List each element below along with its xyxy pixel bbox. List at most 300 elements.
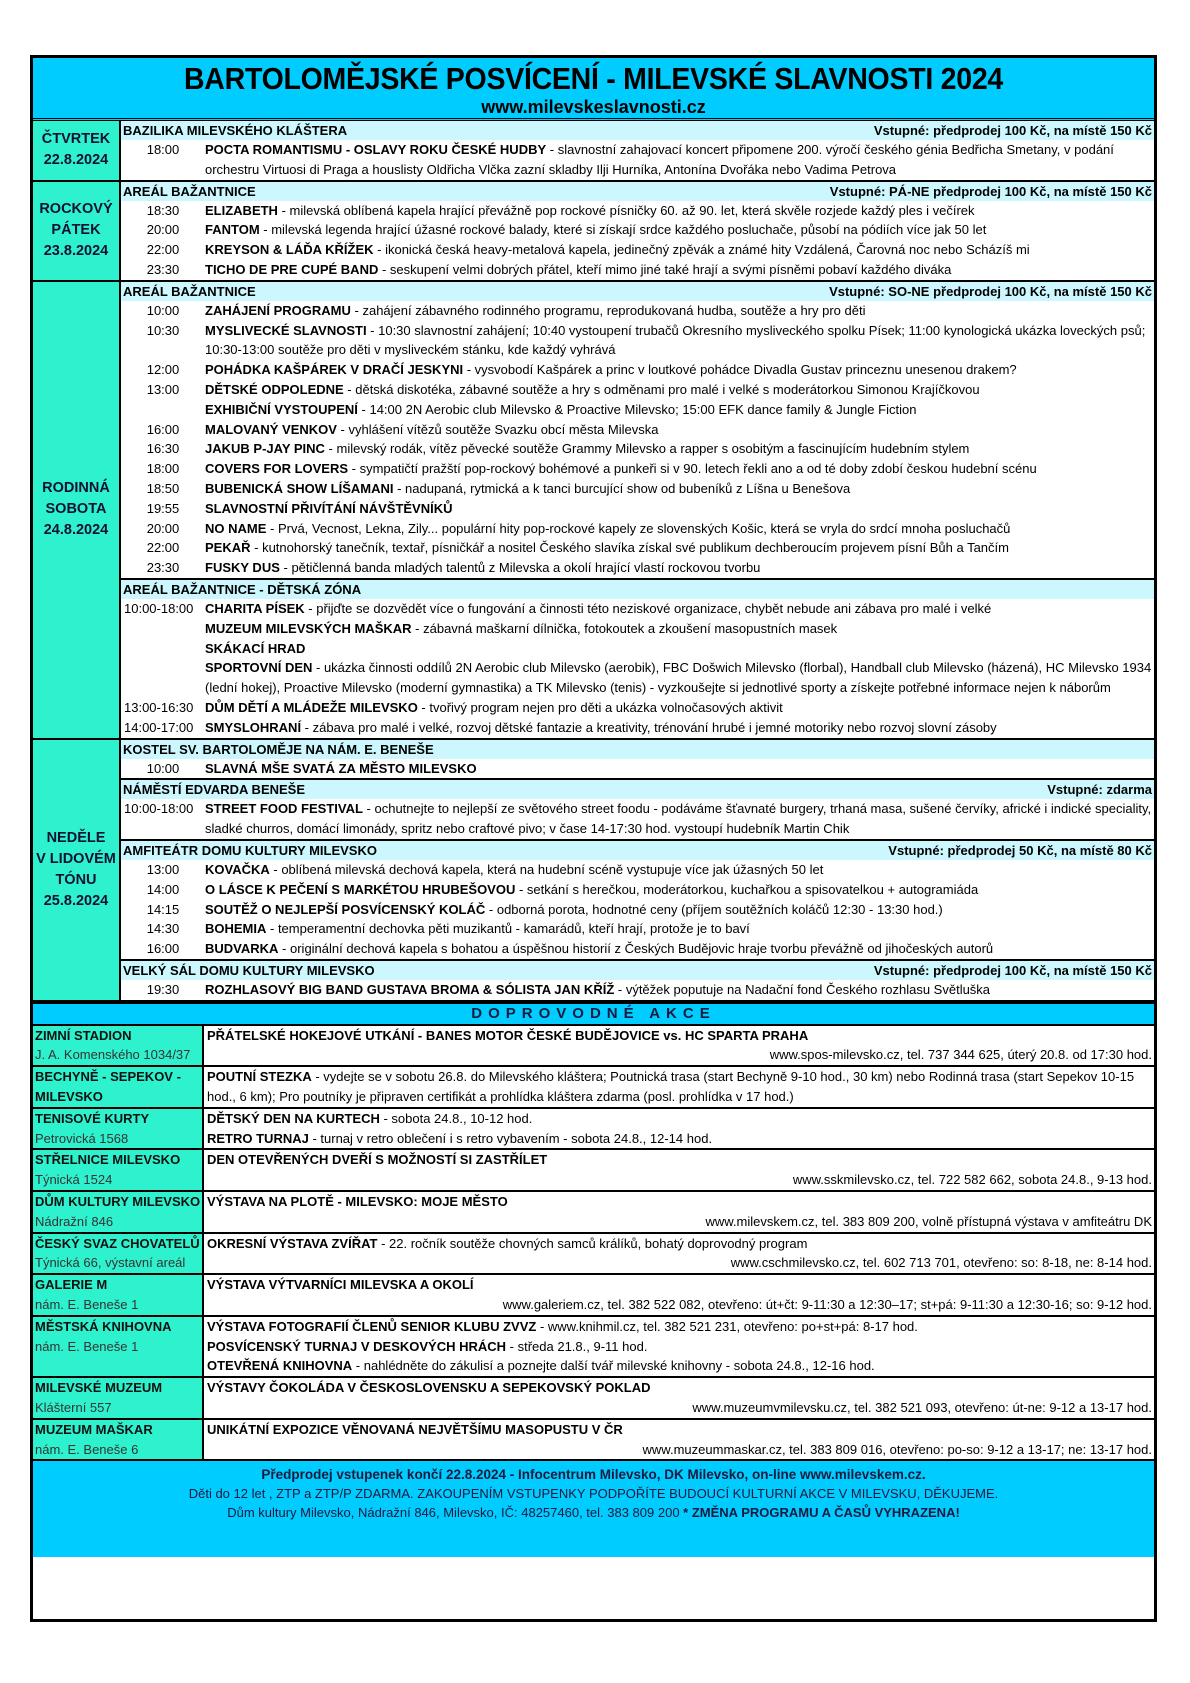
accompanying-event-title: POSVÍCENSKÝ TURNAJ V DESKOVÝCH HRÁCH — [207, 1338, 507, 1354]
event-row — [121, 301, 1154, 321]
event-description: - sympatičtí pražští pop-rockový bohémové a punkeři si v 90. letech řekli ano a od té doby zdobí českou hudební scénu — [348, 461, 1037, 477]
footer-contact-info — [33, 1503, 1154, 1522]
accompanying-event-title: OKRESNÍ VÝSTAVA ZVÍŘAT — [207, 1235, 378, 1251]
event-description: - milevský rodák, vítěz pěvecké soutěže Grammy Milevsko a rapper s osobitým a fascinujícím hudebním stylem — [324, 441, 970, 457]
website-link[interactable]: www.milevskeslavnosti.cz — [481, 97, 706, 117]
accompanying-content — [204, 1067, 1154, 1107]
event-description: - kutnohorský tanečník, textař, písničkář a nositel Českého slavíka získal své publikum dechberoucím projevem písní Bůh a Tančím — [250, 540, 1009, 556]
event-text — [205, 658, 1154, 698]
venue-name: AREÁL BAŽANTNICE — [123, 283, 256, 299]
footer-presale-info: Předprodej vstupenek končí 22.8.2024 - Infocentrum Milevsko, DK Milevsko, on-line www.milevskem.cz. — [261, 1467, 926, 1483]
event-text — [205, 759, 1154, 779]
event-time: 10:00-18:00 — [124, 600, 194, 616]
event-row — [121, 321, 1154, 361]
event-title: SPORTOVNÍ DEN — [205, 660, 313, 676]
accompanying-row — [33, 1275, 1154, 1317]
event-row — [121, 400, 1154, 420]
event-description: - oblíbená milevská dechová kapela, která na hudební scéně vystupuje více jak úžasných 50 let — [269, 861, 824, 877]
event-text — [205, 400, 1154, 420]
event-time: 16:30 — [146, 441, 180, 457]
place-name: ČESKÝ SVAZ CHOVATELŮ — [35, 1235, 200, 1251]
event-text — [205, 558, 1154, 578]
event-time: 18:50 — [146, 480, 180, 496]
event-row — [121, 558, 1154, 578]
event-title: EXHIBIČNÍ VYSTOUPENÍ — [205, 401, 358, 417]
accompanying-row — [33, 1378, 1154, 1420]
venue-header — [121, 578, 1154, 599]
event-description: - setkání s herečkou, moderátorkou, kuchařkou a spisovatelkou + autogramiáda — [515, 881, 979, 897]
accompanying-event — [207, 1275, 1152, 1295]
event-row — [121, 260, 1154, 280]
event-description: - pětičlenná banda mladých talentů z Milevska a okolí hrající vlastí rockovou tvorbu — [279, 560, 761, 576]
place-name: ZIMNÍ STADION — [35, 1027, 132, 1043]
event-time: 23:30 — [146, 261, 180, 277]
venue-header — [121, 839, 1154, 860]
event-text — [205, 519, 1154, 539]
accompanying-event — [207, 1356, 1152, 1376]
event-text — [205, 900, 1154, 920]
event-row — [121, 900, 1154, 920]
venue-price: Vstupné: předprodej 50 Kč, na místě 80 Kč — [888, 842, 1152, 858]
footer — [33, 1459, 1154, 1557]
accompanying-row — [33, 1234, 1154, 1276]
accompanying-event-title: VÝSTAVA VÝTVARNÍCI MILEVSKA A OKOLÍ — [207, 1277, 474, 1293]
program-schedule — [33, 121, 1154, 1002]
event-row — [121, 140, 1154, 180]
contact-info: www.milevskem.cz, tel. 383 809 200, volně přístupná výstava v amfiteátru DK — [705, 1213, 1152, 1229]
event-text — [205, 140, 1154, 180]
contact-info: www.galeriem.cz, tel. 382 522 082, otevřeno: út+čt: 9-11:30 a 12:30–17; st+pá: 9-11:30 a 12:30-16; so: 9-12 hod. — [502, 1297, 1152, 1313]
event-description: - přijďte se dozvědět více o fungování a činnosti této neziskové organizace, chybět nebude ani zábava pro malé i velké — [304, 600, 992, 616]
event-title: CHARITA PÍSEK — [205, 600, 305, 616]
event-text — [205, 538, 1154, 558]
event-row — [121, 220, 1154, 240]
event-title: O LÁSCE K PEČENÍ S MARKÉTOU HRUBEŠOVOU — [205, 881, 516, 897]
event-description: - výtěžek poputuje na Nadační fond Českého rozhlasu Světluška — [614, 981, 991, 997]
place-name: TENISOVÉ KURTY — [35, 1110, 150, 1126]
accompanying-place — [33, 1275, 204, 1315]
event-description: - milevská legenda hrající úžasné rockové balady, které si získají srdce každého posluchače, působí na pódiích více jak 50 let — [259, 222, 987, 238]
venue-name: AREÁL BAŽANTNICE - DĚTSKÁ ZÓNA — [123, 581, 362, 597]
place-address: J. A. Komenského 1034/37 — [35, 1047, 191, 1063]
event-time: 16:00 — [146, 941, 180, 957]
event-description: - temperamentní dechovka pěti muzikantů - kamarádů, kteří hrají, protože je to baví — [266, 921, 750, 937]
event-time — [121, 639, 205, 659]
event-row — [121, 799, 1154, 839]
event-description: - zahájení zábavného rodinného programu, reprodukovaná hudba, soutěže a hry pro děti — [350, 302, 866, 318]
event-row — [121, 639, 1154, 659]
event-description: - dětská diskotéka, zábavné soutěže a hry s odměnami pro malé i velké s moderátorkou Simonou Krajíčkovou — [343, 381, 980, 397]
event-title: SLAVNOSTNÍ PŘIVÍTÁNÍ NÁVŠTĚVNÍKŮ — [205, 500, 453, 516]
accompanying-row — [33, 1026, 1154, 1068]
accompanying-event-description: - 22. ročník soutěže chovných samců králíků, bohatý doprovodný program — [377, 1235, 808, 1251]
event-description: - zábava pro malé i velké, rozvoj dětské fantazie a kreativity, trénování hrubé i jemné motoriky nebo rozvoj slovní zásoby — [301, 719, 997, 735]
event-row — [121, 880, 1154, 900]
event-title: DĚTSKÉ ODPOLEDNE — [205, 381, 344, 397]
event-description: - ochutnejte to nejlepší ze světového street foodu - podáváme šťavnaté burgery, trhaná masa, sušené červíky, africké i indické speciality, sladké churros, domácí limonády, spritz nebo craftové pivo; v čase 14-17:30 hod. vystoupí hudebník Martin Chik — [205, 801, 1152, 837]
venue-header — [121, 740, 1154, 759]
poster-header — [33, 58, 1154, 121]
place-address: nám. E. Beneše 1 — [35, 1338, 139, 1354]
event-text — [205, 919, 1154, 939]
accompanying-row — [33, 1067, 1154, 1109]
event-description: - odborná porota, hodnotné ceny (příjem soutěžních koláčů 12:30 - 13:30 hod.) — [485, 901, 943, 917]
event-title: NO NAME — [205, 520, 267, 536]
event-row — [121, 980, 1154, 1000]
accompanying-event-title: OTEVŘENÁ KNIHOVNA — [207, 1358, 353, 1374]
venue-price: Vstupné: předprodej 100 Kč, na místě 150 Kč — [873, 123, 1152, 138]
event-time: 18:00 — [146, 461, 180, 477]
contact-info: www.spos-milevsko.cz, tel. 737 344 625, úterý 20.8. od 17:30 hod. — [769, 1047, 1152, 1063]
poster-frame — [30, 55, 1157, 1622]
accompanying-event-title: VÝSTAVA FOTOGRAFIÍ ČLENŮ SENIOR KLUBU ZVVZ — [207, 1318, 537, 1334]
event-time: 10:00 — [146, 760, 180, 776]
accompanying-event — [207, 1192, 1152, 1212]
venue-header — [121, 778, 1154, 799]
event-text — [205, 880, 1154, 900]
place-name: STŘELNICE MILEVSKO — [35, 1152, 181, 1168]
place-name: MILEVSKÉ MUZEUM — [35, 1380, 163, 1396]
event-title: FUSKY DUS — [205, 560, 280, 576]
accompanying-event-title: RETRO TURNAJ — [207, 1130, 309, 1146]
event-title: SMYSLOHRANÍ — [205, 719, 302, 735]
event-title: MUZEUM MILEVSKÝCH MAŠKAR — [205, 620, 412, 636]
event-time: 22:00 — [146, 540, 180, 556]
event-title: MYSLIVECKÉ SLAVNOSTI — [205, 322, 367, 338]
accompanying-place — [33, 1150, 204, 1190]
event-title: COVERS FOR LOVERS — [205, 461, 349, 477]
event-description: - nadupaná, rytmická a k tanci burcující show od bubeníků z Líšna u Benešova — [393, 480, 851, 496]
day-label-line: 22.8.2024 — [43, 152, 109, 169]
event-row — [121, 420, 1154, 440]
day-program — [121, 121, 1154, 180]
event-time — [121, 400, 205, 420]
venue-price: Vstupné: PÁ-NE předprodej 100 Kč, na místě 150 Kč — [829, 183, 1152, 199]
event-text — [205, 301, 1154, 321]
venue-price: Vstupné: zdarma — [1047, 782, 1152, 798]
accompanying-event — [207, 1337, 1152, 1357]
event-title: SOUTĚŽ O NEJLEPŠÍ POSVÍCENSKÝ KOLÁČ — [205, 901, 486, 917]
event-time: 13:00 — [146, 861, 180, 877]
day-block — [33, 182, 1154, 282]
accompanying-place — [33, 1109, 204, 1149]
place-address: Klášterní 557 — [35, 1400, 112, 1416]
day-label-line: ČTVRTEK — [41, 131, 111, 148]
place-name: DŮM KULTURY MILEVSKO — [35, 1194, 201, 1210]
event-time: 14:15 — [146, 901, 180, 917]
event-time: 10:00-18:00 — [124, 801, 194, 817]
event-description: - milevská oblíbená kapela hrající převážně pop rockové písničky 60. až 90. let, která skvěle rozjede každý ples i večírek — [277, 202, 975, 218]
event-time — [121, 658, 205, 698]
accompanying-event-description: - turnaj v retro oblečení i s retro vybavením - sobota 24.8., 12-14 hod. — [308, 1130, 713, 1146]
event-text — [205, 459, 1154, 479]
event-title: BUBENICKÁ SHOW LÍŠAMANI — [205, 480, 394, 496]
place-address: Petrovická 1568 — [35, 1130, 129, 1146]
event-row — [121, 698, 1154, 718]
event-title: PEKAŘ — [205, 540, 251, 556]
day-label-line: TÓNU — [55, 871, 97, 888]
day-label-line: SOBOTA — [45, 501, 107, 518]
event-row — [121, 939, 1154, 959]
place-name: MUZEUM MAŠKAR — [35, 1421, 153, 1437]
day-label — [33, 182, 121, 280]
day-label-line: RODINNÁ — [42, 480, 110, 497]
event-time: 19:55 — [146, 500, 180, 516]
day-label-line: ROCKOVÝ — [39, 201, 113, 218]
event-description: - 14:00 2N Aerobic club Milevsko & Proactive Milevsko; 15:00 EFK dance family & Jungle Fiction — [357, 401, 917, 417]
event-row — [121, 201, 1154, 221]
event-row — [121, 499, 1154, 519]
event-title: KREYSON & LÁĎA KŘÍŽEK — [205, 242, 374, 258]
event-time: 20:00 — [146, 222, 180, 238]
venue-name: KOSTEL SV. BARTOLOMĚJE NA NÁM. E. BENEŠE — [123, 741, 434, 757]
event-description: - vysvobodí Kašpárek a princ v loutkové pohádce Divadla Gustav princeznu unesenou drakem? — [463, 362, 1017, 378]
event-time: 12:00 — [146, 362, 180, 378]
event-row — [121, 658, 1154, 698]
place-name: MĚSTSKÁ KNIHOVNA — [35, 1318, 172, 1334]
accompanying-event — [207, 1129, 1152, 1149]
event-row — [121, 459, 1154, 479]
event-title: DŮM DĚTÍ A MLÁDEŽE MILEVSKO — [205, 699, 418, 715]
event-row — [121, 240, 1154, 260]
event-row — [121, 860, 1154, 880]
day-label — [33, 121, 121, 180]
event-text — [205, 698, 1154, 718]
event-description: - ikonická česká heavy-metalová kapela, jedinečný zpěvák a známé hity Vzdálená, Čarovná noc nebo Scházíš mi — [373, 242, 1030, 258]
accompanying-event-title: VÝSTAVA NA PLOTĚ - MILEVSKO: MOJE MĚSTO — [207, 1194, 508, 1210]
day-block — [33, 282, 1154, 740]
event-text — [205, 360, 1154, 380]
event-row — [121, 519, 1154, 539]
accompanying-row — [33, 1109, 1154, 1151]
accompanying-event-description: - nahlédněte do zákulisí a poznejte další tvář milevské knihovny - sobota 24.8., 12-16 hod. — [352, 1358, 875, 1374]
accompanying-content — [204, 1420, 1154, 1460]
footer-discount-info: Děti do 12 let , ZTP a ZTP/P ZDARMA. ZAKOUPENÍM VSTUPENKY PODPOŘÍTE BUDOUCÍ KULTURNÍ AKCE V MILEVSKU, DĚKUJEME. — [188, 1486, 999, 1502]
event-title: SKÁKACÍ HRAD — [205, 640, 306, 656]
event-description: - seskupení velmi dobrých přátel, kteří mimo jiné také hrají a svými písněmi pobaví každého diváka — [378, 261, 952, 277]
accompanying-row — [33, 1150, 1154, 1192]
event-text — [205, 420, 1154, 440]
event-description: - Prvá, Vecnost, Lekna, Zily... populární hity pop-rockové kapely ze slovenských Košic, která se vryla do srdcí mnoha posluchačů — [266, 520, 1011, 536]
event-row — [121, 380, 1154, 400]
event-text — [205, 939, 1154, 959]
day-label-line: PÁTEK — [51, 222, 101, 239]
event-description: - zábavná maškarní dílnička, fotokoutek a zkoušení masopustních masek — [411, 620, 838, 636]
place-address: nám. E. Beneše 1 — [35, 1297, 139, 1313]
accompanying-event — [207, 1150, 1152, 1170]
contact-info: www.muzeumvmilevsku.cz, tel. 382 521 093, otevřeno: út-ne: 9-12 a 13-17 hod. — [692, 1400, 1152, 1416]
event-text — [205, 380, 1154, 400]
accompanying-row — [33, 1317, 1154, 1378]
event-title: MALOVANÝ VENKOV — [205, 421, 337, 437]
event-row — [121, 619, 1154, 639]
footer-disclaimer: * ZMĚNA PROGRAMU A ČASŮ VYHRAZENA! — [679, 1505, 960, 1521]
accompanying-event-title: PŘÁTELSKÉ HOKEJOVÉ UTKÁNÍ - BANES MOTOR ČESKÉ BUDĚJOVICE vs. HC SPARTA PRAHA — [207, 1027, 809, 1043]
event-row — [121, 360, 1154, 380]
event-text — [205, 439, 1154, 459]
accompanying-content — [204, 1192, 1154, 1232]
place-address: Týnická 1524 — [35, 1172, 113, 1188]
event-text — [205, 599, 1154, 619]
event-time: 22:00 — [146, 242, 180, 258]
venue-name: VELKÝ SÁL DOMU KULTURY MILEVSKO — [123, 962, 375, 978]
accompanying-content — [204, 1150, 1154, 1190]
event-time: 14:00-17:00 — [124, 719, 194, 735]
accompanying-event-title: VÝSTAVY ČOKOLÁDA V ČESKOSLOVENSKU A SEPEKOVSKÝ POKLAD — [207, 1380, 651, 1396]
event-title: KOVAČKA — [205, 861, 270, 877]
event-text — [205, 718, 1154, 738]
accompanying-event — [207, 1317, 1152, 1337]
contact-info: www.sskmilevsko.cz, tel. 722 582 662, sobota 24.8., 9-13 hod. — [792, 1172, 1152, 1188]
accompanying-place — [33, 1317, 204, 1376]
event-text — [205, 220, 1154, 240]
accompanying-place — [33, 1067, 204, 1107]
day-label-line: 24.8.2024 — [43, 522, 109, 539]
accompanying-content — [204, 1378, 1154, 1418]
event-description: - vyhlášení vítězů soutěže Svazku obcí města Milevska — [336, 421, 659, 437]
event-text — [205, 619, 1154, 639]
event-time: 23:30 — [146, 560, 180, 576]
event-time: 10:30 — [146, 322, 180, 338]
accompanying-event-title: UNIKÁTNÍ EXPOZICE VĚNOVANÁ NEJVĚTŠÍMU MASOPUSTU V ČR — [207, 1421, 623, 1437]
accompanying-row — [33, 1420, 1154, 1460]
event-title: SLAVNÁ MŠE SVATÁ ZA MĚSTO MILEVSKO — [205, 760, 477, 776]
event-row — [121, 479, 1154, 499]
day-label-line: V LIDOVÉM — [36, 850, 116, 867]
footer-contact: Dům kultury Milevsko, Nádražní 846, Milevsko, IČ: 48257460, tel. 383 809 200 — [227, 1505, 680, 1521]
event-title: ELIZABETH — [205, 202, 278, 218]
accompanying-row — [33, 1192, 1154, 1234]
accompanying-content — [204, 1026, 1154, 1066]
event-text — [205, 799, 1154, 839]
place-address: Týnická 66, výstavní areál — [35, 1255, 186, 1271]
accompanying-place — [33, 1192, 204, 1232]
event-description: - slavnostní zahajovací koncert připomene 200. výročí českého génia Bedřicha Smetany, v podání orchestru Virtuosi di Praga a houslisty Oldřicha Vlčka zazní skladby Ilji Hurníka, Antonína Dvořáka nebo Vadima Petrova — [205, 142, 1114, 177]
event-row — [121, 919, 1154, 939]
event-time — [121, 619, 205, 639]
event-row — [121, 439, 1154, 459]
event-time: 19:30 — [146, 981, 180, 997]
accompanying-events — [33, 1026, 1154, 1460]
day-label — [33, 740, 121, 1000]
venue-header — [121, 121, 1154, 140]
event-text — [205, 860, 1154, 880]
day-program — [121, 182, 1154, 280]
event-description: - ukázka činnosti oddílů 2N Aerobic club Milevsko (aerobik), FBC Došwich Milevsko (florbal), Handball club Milevsko (házená), HC Milevsko 1934 (lední hokej), Proactive Milevsko (moderní gymnastika) a TK Milevsko (tenis) - vyzkoušejte si jednotlivé sporty a získejte potřebné informace nejen k náborům — [205, 660, 1152, 696]
accompanying-place — [33, 1234, 204, 1274]
event-title: ROZHLASOVÝ BIG BAND GUSTAVA BROMA & SÓLISTA JAN KŘÍŽ — [205, 981, 615, 997]
accompanying-event — [207, 1067, 1152, 1107]
event-text — [205, 321, 1154, 361]
place-name: BECHYNĚ - SEPEKOV - — [35, 1069, 181, 1085]
event-title: TICHO DE PRE CUPÉ BAND — [205, 261, 379, 277]
venue-name: NÁMĚSTÍ EDVARDA BENEŠE — [123, 782, 306, 798]
venue-name: AMFITEÁTR DOMU KULTURY MILEVSKO — [123, 842, 377, 858]
accompanying-event-title: DĚTSKÝ DEN NA KURTECH — [207, 1110, 380, 1126]
section-title-accompanying: DOPROVODNÉ AKCE — [33, 1002, 1154, 1026]
contact-info: www.muzeummaskar.cz, tel. 383 809 016, otevřeno: po-so: 9-12 a 13-17; ne: 13-17 hod. — [642, 1441, 1152, 1457]
event-text — [205, 479, 1154, 499]
event-time: 18:00 — [146, 142, 180, 157]
accompanying-event-description: - vydejte se v sobotu 26.8. do Milevského kláštera; Poutnická trasa (start Bechyně 9-10 hod., 30 km) nebo Rodinná trasa (start Sepekov 10-15 hod., 6 km); Pro poutníky je připraven certifikát a prohlídka kláštera zdarma (posl. prohlídka v 17 hod.) — [207, 1069, 1135, 1105]
event-text — [205, 639, 1154, 659]
day-block — [33, 121, 1154, 182]
day-label-line: 23.8.2024 — [43, 243, 109, 260]
event-time: 10:00 — [146, 302, 180, 318]
event-text — [205, 260, 1154, 280]
accompanying-content — [204, 1275, 1154, 1315]
accompanying-content — [204, 1234, 1154, 1274]
venue-price: Vstupné: SO-NE předprodej 100 Kč, na místě 150 Kč — [829, 283, 1152, 299]
event-title: JAKUB P-JAY PINC — [205, 441, 325, 457]
accompanying-event-title: POUTNÍ STEZKA — [207, 1069, 312, 1085]
accompanying-event — [207, 1420, 1152, 1440]
day-label-line: 25.8.2024 — [43, 892, 109, 909]
venue-name: AREÁL BAŽANTNICE — [123, 183, 256, 199]
place-address: MILEVSKO — [35, 1089, 103, 1105]
day-label — [33, 282, 121, 738]
place-address: nám. E. Beneše 6 — [35, 1441, 139, 1457]
venue-header — [121, 182, 1154, 201]
event-description: - originální dechová kapela s bohatou a úspěšnou historií z Českých Budějovic hraje tvorbu převážně od jihočeských autorů — [278, 941, 994, 957]
contact-info: www.cschmilevsko.cz, tel. 602 713 701, otevřeno: so: 8-18, ne: 8-14 hod. — [730, 1255, 1152, 1271]
venue-price: Vstupné: předprodej 100 Kč, na místě 150 Kč — [873, 962, 1152, 978]
event-time: 18:30 — [146, 202, 180, 218]
place-address: Nádražní 846 — [35, 1213, 114, 1229]
event-time: 14:00 — [146, 881, 180, 897]
accompanying-place — [33, 1026, 204, 1066]
event-text — [205, 240, 1154, 260]
event-time: 20:00 — [146, 520, 180, 536]
accompanying-event-title: DEN OTEVŘENÝCH DVEŘÍ S MOŽNOSTÍ SI ZASTŘÍLET — [207, 1152, 548, 1168]
event-title: POCTA ROMANTISMU - OSLAVY ROKU ČESKÉ HUDBY — [205, 142, 547, 157]
event-row — [121, 718, 1154, 738]
place-name: GALERIE M — [35, 1277, 108, 1293]
event-title: STREET FOOD FESTIVAL — [205, 801, 363, 817]
event-time: 13:00 — [146, 381, 180, 397]
event-time: 16:00 — [146, 421, 180, 437]
event-title: BOHEMIA — [205, 921, 267, 937]
accompanying-place — [33, 1420, 204, 1460]
accompanying-event-description: - středa 21.8., 9-11 hod. — [506, 1338, 648, 1354]
event-text — [205, 201, 1154, 221]
venue-name: BAZILIKA MILEVSKÉHO KLÁŠTERA — [123, 123, 348, 138]
event-time: 14:30 — [146, 921, 180, 937]
day-program — [121, 740, 1154, 1000]
accompanying-event-description: - www.knihmil.cz, tel. 382 521 231, otevřeno: po+st+pá: 8-17 hod. — [536, 1318, 918, 1334]
venue-header — [121, 282, 1154, 301]
event-title: POHÁDKA KAŠPÁREK V DRAČÍ JESKYNI — [205, 362, 464, 378]
event-text — [205, 499, 1154, 519]
event-text — [205, 980, 1154, 1000]
event-row — [121, 538, 1154, 558]
day-block — [33, 740, 1154, 1002]
accompanying-event — [207, 1378, 1152, 1398]
event-title: ZAHÁJENÍ PROGRAMU — [205, 302, 351, 318]
event-title: BUDVARKA — [205, 941, 279, 957]
event-description: - 10:30 slavnostní zahájení; 10:40 vystoupení trubačů Okresního mysliveckého spolku Písek; 11:00 kynologická ukázka loveckých psů; 10:30-13:00 soutěže pro děti v mysliveckém stánku, kde každý vyhrává — [205, 322, 1146, 358]
event-row — [121, 599, 1154, 619]
accompanying-event-description: - sobota 24.8., 10-12 hod. — [379, 1110, 533, 1126]
event-row — [121, 759, 1154, 779]
accompanying-event — [207, 1109, 1152, 1129]
event-time: 13:00-16:30 — [124, 699, 194, 715]
event-description: - tvořivý program nejen pro děti a ukázka volnočasových aktivit — [417, 699, 783, 715]
day-program — [121, 282, 1154, 738]
venue-header — [121, 959, 1154, 980]
page-title: BARTOLOMĚJSKÉ POSVÍCENÍ - MILEVSKÉ SLAVNOSTI 2024 — [183, 61, 1004, 96]
event-title: FANTOM — [205, 222, 260, 238]
